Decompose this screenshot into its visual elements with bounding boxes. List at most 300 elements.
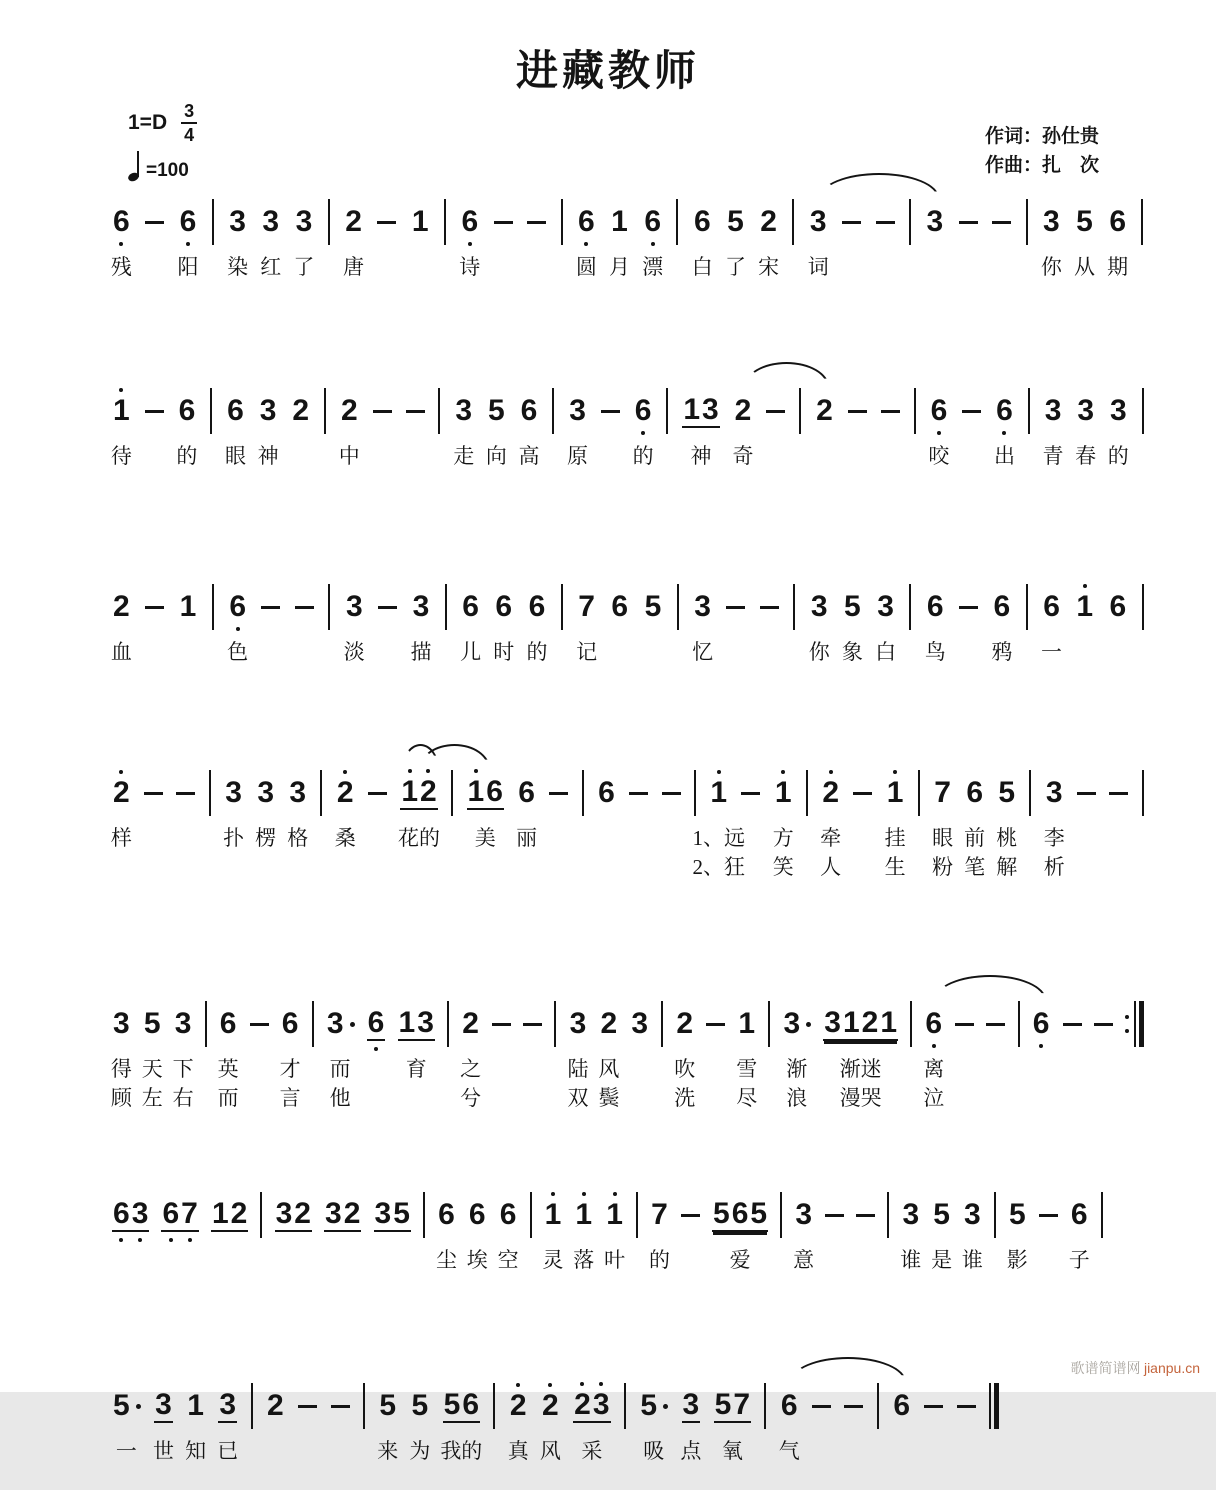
score-cell [549,767,568,819]
lyric: 了 [293,255,315,279]
lyric-verse2: 右 [172,1086,194,1110]
note-digit: 1 [575,1198,593,1231]
lyric-verse2: 左 [141,1086,163,1110]
score-cell [377,196,396,248]
note-group [926,592,945,622]
barline [910,1001,912,1047]
lyric: 影 [1006,1248,1028,1272]
note-digit: 3 [1043,205,1060,238]
lyric: 神 [257,444,279,468]
score-cell [411,196,430,248]
score-cell [279,998,301,1110]
score-cell [444,196,446,248]
note-digit: 1 [401,774,419,808]
lyric-verse2: 笔 [964,855,986,879]
score-line-4 [112,741,1144,905]
note-digit: 2 [816,394,833,427]
lyric: 你 [1040,255,1062,279]
score-cell [932,767,954,879]
repeat-end-barline [1125,1001,1144,1047]
score-cell [110,998,132,1110]
lyric: 而 [329,1057,351,1081]
score-line-1 [112,170,1144,306]
score-cell [409,1380,431,1463]
score-cell [989,1380,999,1432]
note-group [682,392,719,428]
note-group [815,396,834,426]
note-group [810,592,829,622]
note-group [574,1200,593,1230]
score-cell [892,1380,911,1432]
score-cell [460,998,482,1110]
note-group [266,1391,285,1421]
score-cell [1040,196,1062,279]
duration-dash [706,1023,725,1026]
score-cell [217,1380,239,1463]
barline [251,1383,253,1429]
lyric: 是 [931,1248,953,1272]
lyric: 了 [724,255,746,279]
duration-dash [986,1023,1005,1026]
lyric: 扑 [223,826,245,850]
lyric: 挂 [884,826,906,850]
score-cell [630,998,649,1050]
note-digit: 1 [710,776,728,809]
score-cell [328,196,330,248]
score-cell [172,998,194,1110]
duration-dash [298,1405,317,1408]
note-group [780,1391,799,1421]
score-cell [539,1380,561,1463]
note-digit: 3 [809,205,827,238]
note-group [281,1009,300,1039]
note-digit: 3 [569,1007,587,1040]
barline [1101,1192,1103,1238]
note-digit: 3 [229,205,246,238]
note-group [487,396,506,426]
note-group [291,396,310,426]
score-cell [812,1380,831,1432]
lyric: 的 [632,444,654,468]
note-group [1042,592,1061,622]
lyric: 吸 [643,1439,665,1463]
lyric: 向 [485,444,507,468]
note-digit: 6 [611,590,629,623]
score-cell [485,385,507,468]
score-cell [1109,767,1128,819]
barline [636,1192,638,1238]
duration-dash [250,1023,269,1026]
note-digit: 6 [162,1196,180,1230]
note-group [326,1009,355,1039]
note-digit: 6 [1032,1007,1050,1040]
barline [561,199,563,245]
score-cell [778,1380,800,1463]
score-cell [925,196,944,248]
score-cell [996,767,1018,879]
note-digit: 6 [966,776,984,809]
augmentation-dot [350,1022,355,1027]
score-cell [955,998,974,1050]
lyric: 奇 [732,444,754,468]
score-cell [1018,998,1020,1050]
score-cell [876,196,895,248]
note-digit: 1 [606,1198,623,1231]
lyric: 桃 [996,826,1018,850]
note-digit: 3 [810,590,828,623]
note-digit: 1 [411,205,429,238]
note-group [443,1387,480,1423]
note-digit: 1 [187,1389,204,1422]
note-group [154,1387,173,1423]
note-group [634,396,653,426]
note-digit: 5 [488,394,505,427]
duration-dash [145,221,164,224]
note-group [925,207,944,237]
score-cell [856,1189,875,1241]
note-digit: 3 [412,590,430,623]
lyric: 宋 [758,255,780,279]
barline [209,770,211,816]
note-digit: 6 [367,1005,385,1039]
lyric-verse2: 析 [1043,855,1065,879]
score-cell [440,1380,483,1463]
score-cell [782,998,811,1110]
note-group [1032,1009,1051,1039]
note-group [411,207,430,237]
score-cell [368,767,387,819]
score-cell [601,385,620,437]
note-digit: 6 [520,394,538,427]
score-cell [1109,581,1128,633]
score-cell [639,1380,668,1463]
score-cell [884,767,906,879]
lyric: 的 [176,444,198,468]
duration-dash [662,792,681,795]
score-cell [1107,196,1129,279]
note-digit: 6 [1043,590,1060,623]
score-cell [110,196,132,279]
score-cell [1142,581,1144,633]
duration-dash [145,410,164,413]
barline [1026,199,1028,245]
note-group [693,207,712,237]
lyric: 来 [377,1439,399,1463]
note-group [886,778,905,808]
note-digit: 5 [1008,1198,1026,1231]
duration-dash [406,410,425,413]
note-group [520,396,539,426]
note-digit: 6 [468,1198,486,1231]
note-digit: 1 [544,1198,562,1231]
note-group [494,592,513,622]
tempo-value: =100 [146,160,189,181]
score-cell [624,1380,626,1432]
score-cell [293,196,315,279]
lyric: 词 [807,255,829,279]
note-group [112,1196,149,1232]
score-cell [176,385,198,468]
note-digit: 1 [886,776,904,809]
note-digit: 2 [734,394,752,427]
score-cell [1063,998,1082,1050]
note-group [997,778,1016,808]
score-cell [732,385,754,468]
note-digit: 3 [345,590,363,623]
score-cell [636,1189,638,1241]
score-line-7 [112,1354,1144,1490]
note-digit: 2 [113,590,130,623]
lyric: 风 [598,1057,620,1081]
score-cell [224,385,246,468]
note-digit: 5 [379,1389,397,1422]
lyric: 鸟 [924,640,946,664]
note-group [256,778,275,808]
score-cell [507,1380,529,1463]
lyric: 离 [923,1057,945,1081]
note-group [643,207,662,237]
note-digit: 1 [1076,590,1094,623]
barline [918,770,920,816]
note-group [782,1009,811,1039]
note-digit: 6 [229,590,246,623]
note-digit: 1 [611,205,628,238]
score-cell [910,998,912,1050]
score-cell [410,581,432,664]
score-cell [959,196,978,248]
score-cell [287,767,309,850]
lyric: 咬 [928,444,950,468]
note-group [794,1200,813,1230]
duration-dash [741,792,760,795]
lyric: 吹 [674,1057,696,1081]
score-cell [736,998,758,1110]
note-group [174,1009,193,1039]
note-group [228,207,247,237]
score-cell [994,1189,996,1241]
note-digit: 6 [926,590,944,623]
duration-dash [378,606,397,609]
barline [212,584,214,630]
lyric: 高 [518,444,540,468]
barline [582,770,584,816]
score-line-5 [112,972,1144,1136]
duration-dash [881,410,900,413]
lyric-verse2: 生 [884,855,906,879]
lyric: 时 [493,640,515,664]
duration-dash [527,221,546,224]
note-digit: 3 [682,1387,700,1421]
note-group [712,1196,768,1232]
lyric-verse2: 粉 [932,855,954,879]
note-digit: 3 [964,1198,981,1231]
score-cell [928,385,950,468]
score-cell [260,196,282,279]
lyric: 格 [287,826,309,850]
note-digit: 6 [179,205,197,238]
score-cell [575,196,597,279]
note-group [378,1391,397,1421]
note-digit: 5 [393,1196,410,1230]
note-group [467,774,504,810]
note-group [1075,592,1094,622]
score-cell [1041,581,1063,664]
note-digit: 1 [179,590,197,623]
duration-dash [876,221,895,224]
barline [210,388,212,434]
lyric: 儿 [460,640,482,664]
note-group [275,1196,312,1232]
note-group [112,207,131,237]
note-digit: 6 [438,1198,455,1231]
score-cell [398,998,435,1081]
score-cell [573,1189,595,1272]
score-cell [815,385,834,437]
note-digit: 3 [783,1007,801,1040]
note-digit: 6 [219,1007,237,1040]
note-digit: 5 [143,1007,161,1040]
barline [212,199,214,245]
duration-dash [992,221,1011,224]
lyric-verse2: 2、狂 [692,855,745,879]
score-cell [764,1380,766,1432]
score-cell [334,767,356,850]
note-digit: 6 [993,590,1011,623]
duration-dash [812,1405,831,1408]
barline [493,1383,495,1429]
song-title: 进藏教师 [515,47,700,94]
lyric: 诗 [459,255,481,279]
note-group [577,207,596,237]
score-cell [110,581,132,664]
duration-dash [856,1214,875,1217]
lyric: 意 [793,1248,815,1272]
note-group [932,1200,951,1230]
score-cell [459,196,481,279]
note-digit: 6 [644,205,661,238]
barline [994,1192,996,1238]
lyric-verse2: 鬓 [598,1086,620,1110]
score-cell [820,767,842,879]
augmentation-dot [663,1404,668,1409]
note-digit: 3 [1045,776,1063,809]
lyric: 牵 [820,826,842,850]
score-cell [931,1189,953,1272]
score-cell [343,196,365,279]
score-cell [918,767,920,819]
note-digit: 6 [1109,590,1127,623]
barline [806,770,808,816]
barline [799,388,801,434]
score-cell [227,196,249,279]
note-group [143,1009,162,1039]
score-cell [363,1380,365,1432]
note-digit: 3 [113,1007,130,1040]
note-digit: 3 [926,205,944,238]
slur-arc [744,362,829,387]
lyric-verse2: 解 [996,855,1018,879]
score-cell [1026,581,1028,633]
note-digit: 5 [998,776,1016,809]
barline [1029,770,1031,816]
score-cell [758,196,780,279]
lyric: 得 [110,1057,132,1081]
note-digit: 3 [262,205,280,238]
note-digit: 6 [925,1007,943,1040]
note-group [843,592,862,622]
lyric: 原 [567,444,589,468]
lyric-verse2: 浪 [786,1086,808,1110]
score-cell [875,581,897,664]
lyric: 风 [539,1439,561,1463]
score-cell [492,998,511,1050]
lyric: 忆 [692,640,714,664]
score-cell [179,581,198,633]
note-digit: 3 [275,1196,293,1230]
score-cell [808,581,830,664]
lyric: 鸦 [991,640,1013,664]
note-group [599,1009,618,1039]
lyric: 花的 [398,826,441,850]
score-cell [561,196,563,248]
note-digit: 6 [518,776,535,809]
note-digit: 6 [281,1007,299,1040]
note-group [226,396,245,426]
lyric: 期 [1107,255,1129,279]
note-group [569,1009,588,1039]
score-cell [398,767,441,850]
duration-dash [825,1214,844,1217]
note-digit: 6 [462,590,479,623]
lyric-verse2: 顾 [110,1086,132,1110]
note-group [461,592,480,622]
note-digit: 5 [933,1198,950,1231]
score-cell [682,385,719,468]
barline [260,1192,262,1238]
barline [1018,1001,1020,1047]
score-cell [328,581,330,633]
barline [1142,770,1144,816]
note-digit: 2 [509,1389,527,1422]
score-cell [552,385,554,437]
score-cell [251,1380,253,1432]
note-digit: 6 [780,1389,798,1422]
lyric: 气 [778,1439,800,1463]
score-cell [212,196,214,248]
score-cell [825,1189,844,1241]
note-group [454,396,473,426]
duration-dash [924,1405,943,1408]
score-cell [887,1189,889,1241]
barline [909,199,911,245]
barline [780,1192,782,1238]
note-digit: 6 [528,590,546,623]
score-cell [326,998,355,1110]
note-group [468,1200,487,1230]
score-cell [227,581,249,664]
score-cell [1068,1189,1090,1272]
score-cell [992,196,1011,248]
note-group [1008,1200,1027,1230]
note-group [876,592,895,622]
lyric: 美 [474,826,496,850]
score-cell [298,1380,317,1432]
note-group [179,592,198,622]
duration-dash [601,410,620,413]
lyric: 之 [460,1057,482,1081]
lyric: 眼 [224,444,246,468]
score-cell [714,1380,751,1463]
